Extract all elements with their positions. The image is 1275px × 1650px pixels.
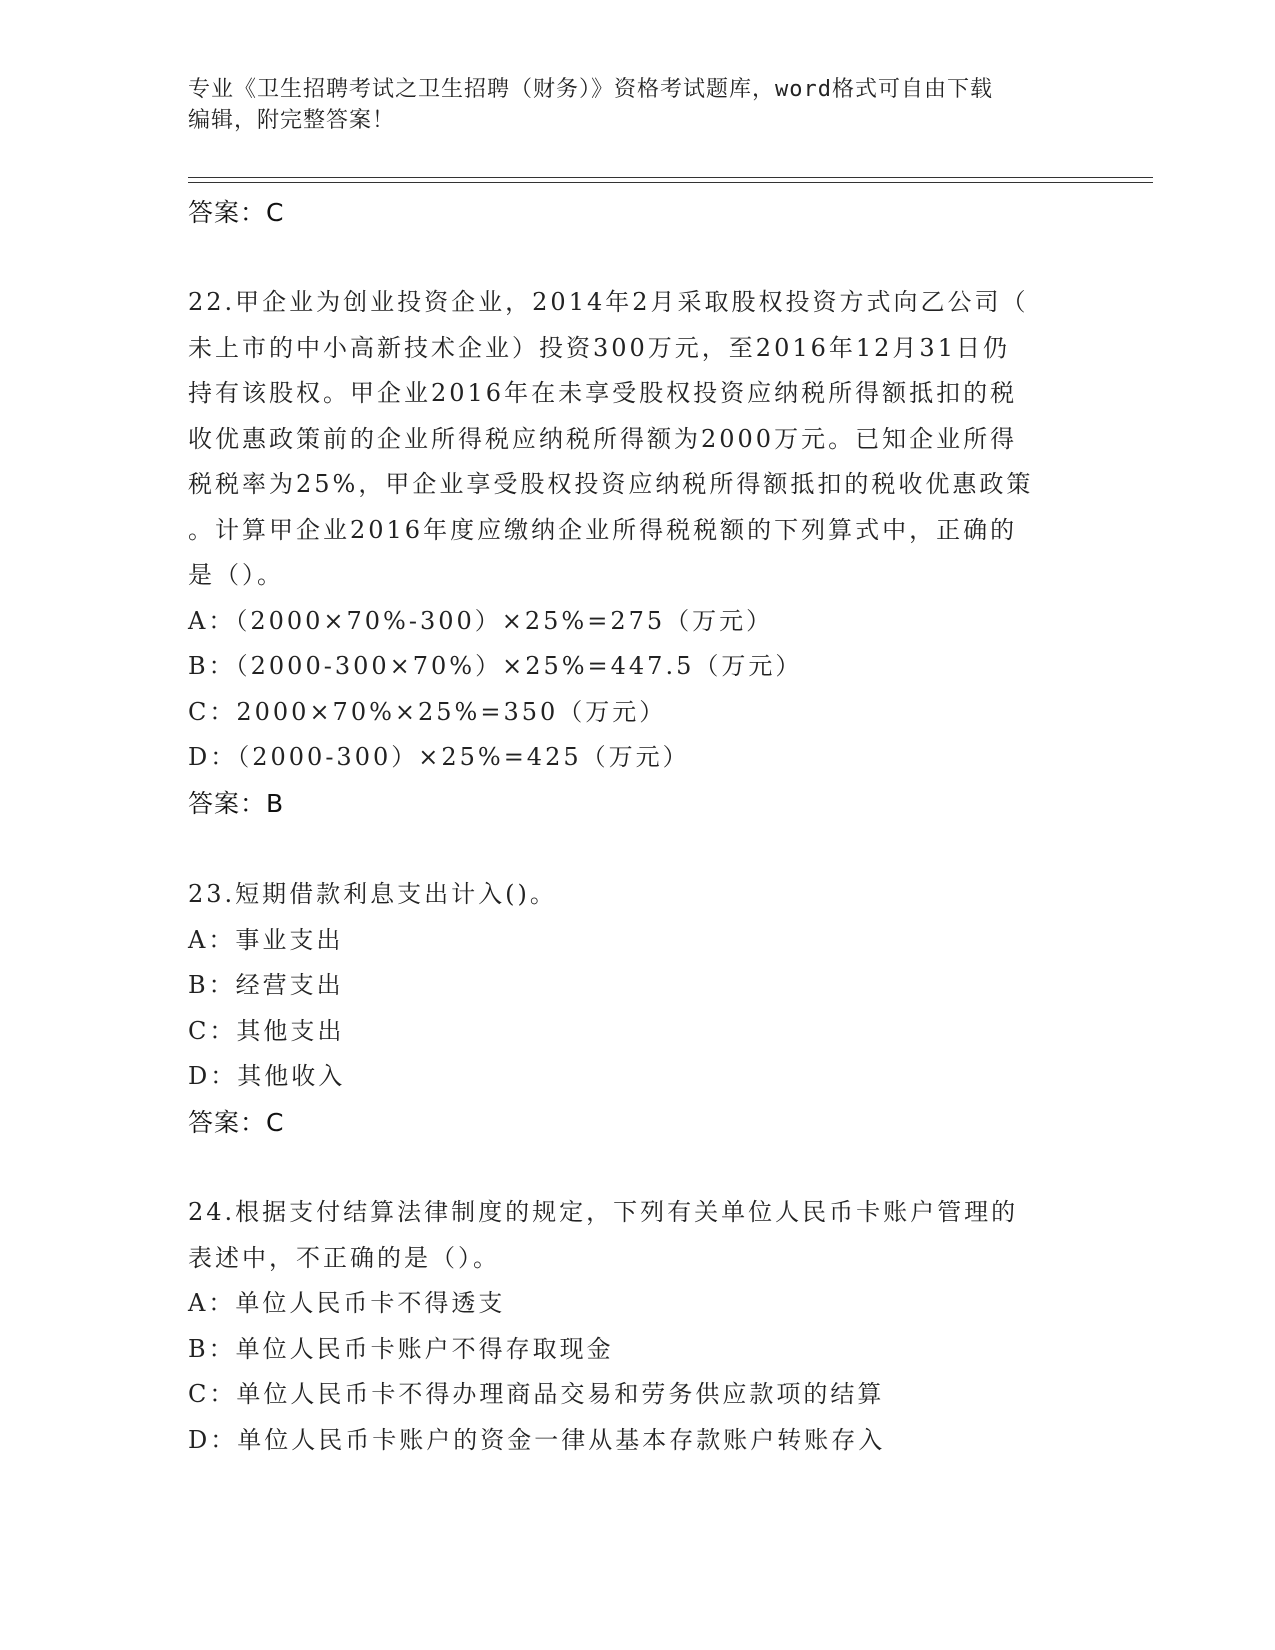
option-d: D：单位人民币卡账户的资金一律从基本存款账户转账存入	[188, 1425, 886, 1454]
question-stem-line: 收优惠政策前的企业所得税应纳税所得额为2000万元。已知企业所得	[188, 424, 1018, 453]
question-stem-line: 持有该股权。甲企业2016年在未享受股权投资应纳税所得额抵扣的税	[188, 379, 1018, 407]
question-stem-line: 。计算甲企业2016年度应缴纳企业所得税税额的下列算式中，正确的	[188, 515, 1018, 544]
option-c: C：单位人民币卡不得办理商品交易和劳务供应款项的结算	[188, 1380, 885, 1408]
question-block	[188, 872, 1088, 1145]
answer-line: 答案：C	[188, 198, 285, 227]
header-line: 编辑，附完整答案！	[188, 108, 396, 133]
question-stem-line: 未上市的中小高新技术企业）投资300万元，至2016年12月31日仍	[188, 333, 1010, 362]
question-stem-line: 税税率为25%，甲企业享受股权投资应纳税所得额抵扣的税收优惠政策	[188, 470, 1034, 498]
header-divider	[188, 182, 1153, 183]
header-divider	[188, 177, 1153, 178]
question-block	[188, 1190, 1088, 1463]
question-stem-line: 24.根据支付结算法律制度的规定，下列有关单位人民币卡账户管理的	[188, 1198, 1019, 1226]
question-block	[188, 280, 1088, 826]
header-line: 专业《卫生招聘考试之卫生招聘（财务）》资格考试题库，word格式可自由下载	[188, 77, 993, 102]
option-a: A：单位人民币卡不得透支	[188, 1289, 506, 1317]
option-c: C：2000×70%×25%=350（万元）	[188, 697, 667, 726]
page-header	[188, 74, 1088, 136]
question-stem-line: 22.甲企业为创业投资企业，2014年2月采取股权投资方式向乙公司（	[188, 288, 1029, 316]
option-d: D：（2000-300）×25%=425（万元）	[188, 743, 690, 771]
option-b: B：经营支出	[188, 971, 344, 999]
question-stem-line: 表述中，不正确的是（）。	[188, 1243, 500, 1272]
option-c: C：其他支出	[188, 1016, 345, 1045]
answer-line: 答案：B	[188, 788, 285, 818]
option-a: A：（2000×70%-300）×25%=275（万元）	[188, 606, 774, 635]
option-d: D：其他收入	[188, 1062, 346, 1090]
question-stem-line: 23.短期借款利息支出计入()。	[188, 880, 557, 908]
option-b: B：单位人民币卡账户不得存取现金	[188, 1334, 614, 1363]
option-a: A：事业支出	[188, 925, 344, 954]
question-stem-line: 是（）。	[188, 561, 284, 589]
option-b: B：（2000-300×70%）×25%=447.5（万元）	[188, 652, 803, 680]
answer-line: 答案：C	[188, 1107, 285, 1137]
